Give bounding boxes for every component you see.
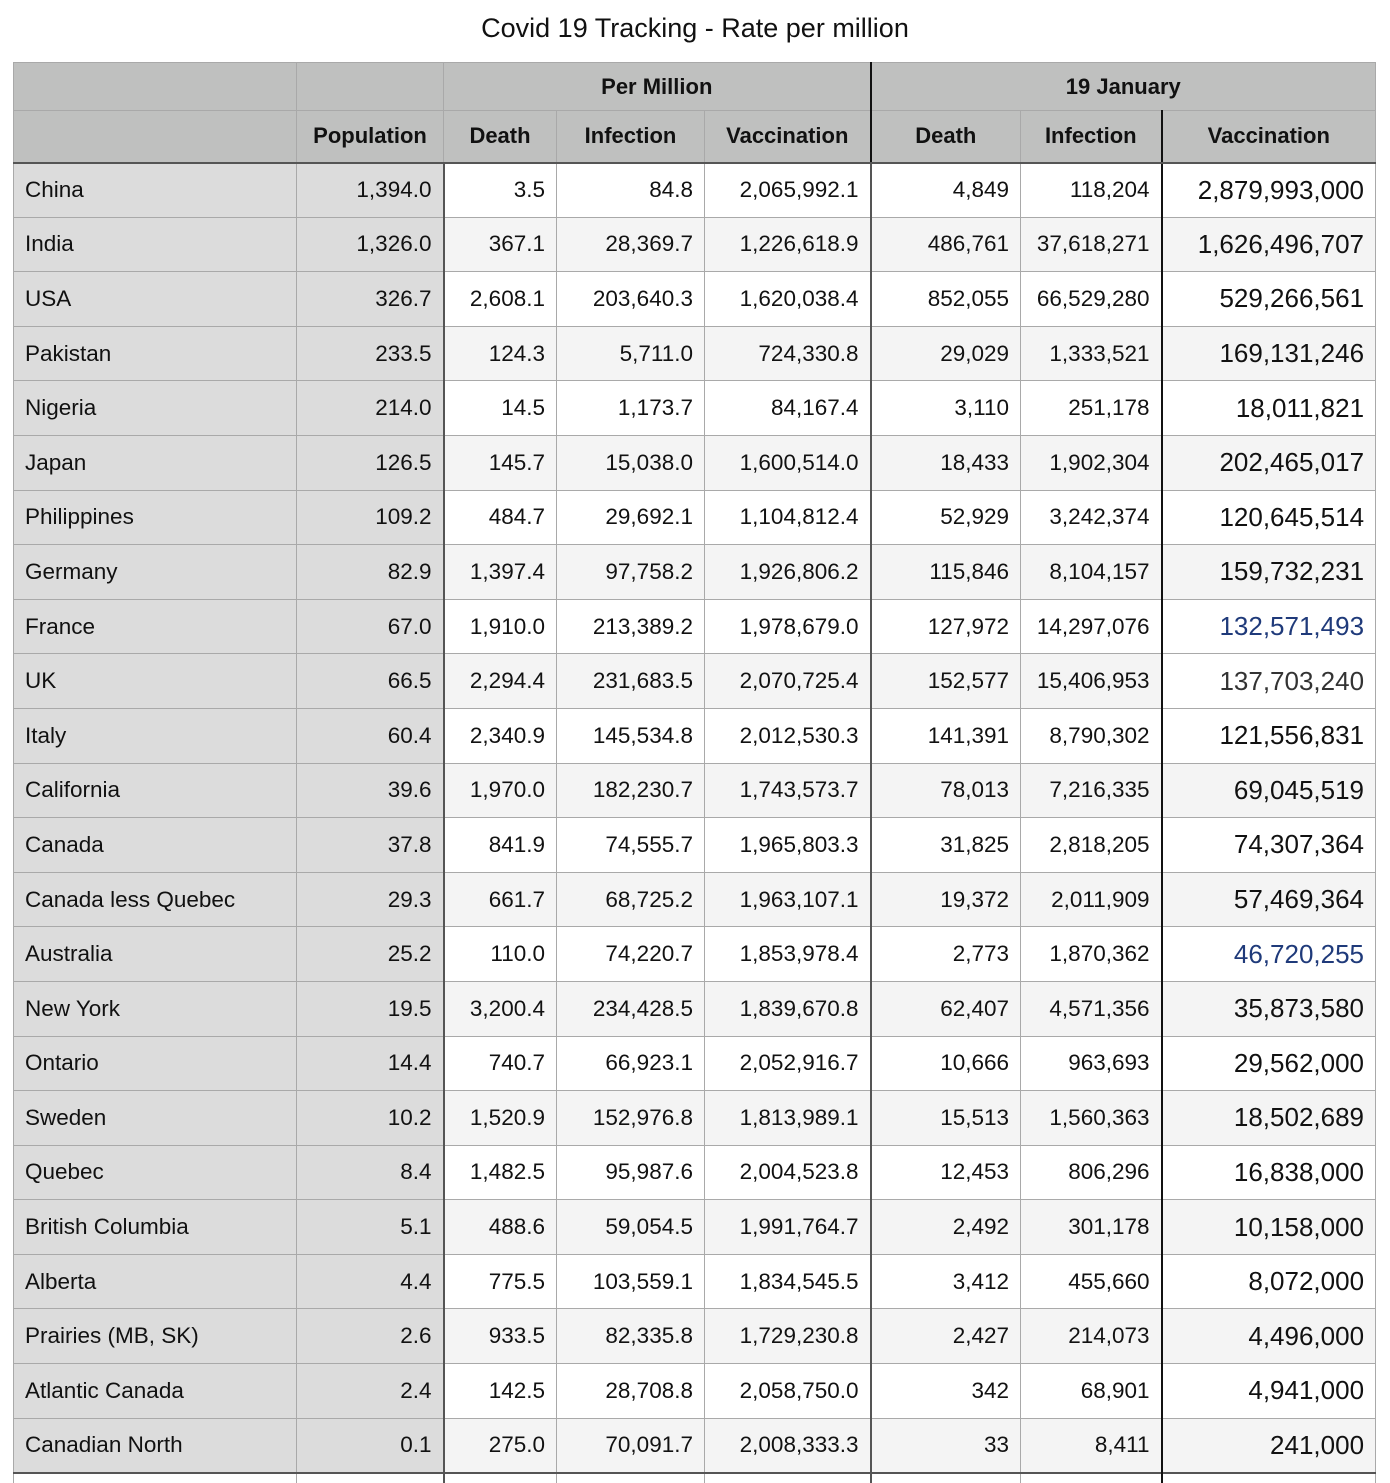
infection-cell[interactable]: 301,178 <box>1021 1200 1162 1255</box>
table-row <box>14 763 1376 818</box>
pm-vaccination-cell[interactable]: 2,070,725.4 <box>705 654 871 709</box>
table-row <box>14 708 1376 763</box>
death-cell[interactable]: 18,433 <box>871 435 1021 490</box>
pm-vaccination-cell[interactable]: 2,065,992.1 <box>705 163 871 218</box>
pm-infection-cell[interactable]: 84.8 <box>557 163 705 218</box>
infection-cell[interactable]: 214,073 <box>1021 1309 1162 1364</box>
infection-cell[interactable]: 8,411 <box>1021 1418 1162 1473</box>
pm-vaccination-cell[interactable]: 1,978,679.0 <box>705 599 871 654</box>
population-cell[interactable]: 326.7 <box>297 272 444 327</box>
population-cell[interactable]: 233.5 <box>297 326 444 381</box>
death-cell[interactable]: 852,055 <box>871 272 1021 327</box>
vaccination-cell[interactable]: 69,045,519 <box>1162 763 1376 818</box>
header-column-row <box>14 111 1376 163</box>
vaccination-cell[interactable]: 10,158,000 <box>1162 1200 1376 1255</box>
pm-vaccination-cell[interactable]: 2,004,523.8 <box>705 1145 871 1200</box>
population-cell[interactable]: 2.6 <box>297 1309 444 1364</box>
pm-vaccination-cell[interactable]: 1,853,978.4 <box>705 927 871 982</box>
pm-vaccination-cell[interactable]: 1,729,230.8 <box>705 1309 871 1364</box>
row-name-cell[interactable]: Quebec <box>14 1145 297 1200</box>
population-cell[interactable]: 1,326.0 <box>297 217 444 272</box>
pm-infection-cell[interactable]: 231,683.5 <box>557 654 705 709</box>
empty-cell[interactable] <box>444 1473 557 1483</box>
pm-death-cell[interactable]: 3.5 <box>444 163 557 218</box>
pm-infection-cell[interactable]: 5,711.0 <box>557 326 705 381</box>
population-cell[interactable]: 82.9 <box>297 545 444 600</box>
empty-cell[interactable] <box>1021 1473 1162 1483</box>
header-19-january[interactable]: 19 January <box>871 63 1376 111</box>
pm-death-cell[interactable]: 1,970.0 <box>444 763 557 818</box>
table-row <box>14 381 1376 436</box>
row-name-cell[interactable]: Nigeria <box>14 381 297 436</box>
pm-vaccination-cell[interactable]: 724,330.8 <box>705 326 871 381</box>
pm-infection-cell[interactable]: 66,923.1 <box>557 1036 705 1091</box>
pm-infection-cell[interactable]: 15,038.0 <box>557 435 705 490</box>
row-name-cell[interactable]: Ontario <box>14 1036 297 1091</box>
population-cell[interactable]: 109.2 <box>297 490 444 545</box>
empty-cell[interactable] <box>297 1473 444 1483</box>
population-cell[interactable]: 14.4 <box>297 1036 444 1091</box>
pm-death-cell[interactable]: 488.6 <box>444 1200 557 1255</box>
death-cell[interactable]: 2,773 <box>871 927 1021 982</box>
pm-infection-cell[interactable]: 1,173.7 <box>557 381 705 436</box>
pm-vaccination-cell[interactable]: 1,839,670.8 <box>705 981 871 1036</box>
pm-death-cell[interactable]: 1,482.5 <box>444 1145 557 1200</box>
death-cell[interactable]: 141,391 <box>871 708 1021 763</box>
pm-death-cell[interactable]: 2,340.9 <box>444 708 557 763</box>
population-cell[interactable]: 66.5 <box>297 654 444 709</box>
row-name-cell[interactable]: Prairies (MB, SK) <box>14 1309 297 1364</box>
empty-cell[interactable] <box>871 1473 1021 1483</box>
pm-infection-cell[interactable]: 97,758.2 <box>557 545 705 600</box>
vaccination-cell[interactable]: 202,465,017 <box>1162 435 1376 490</box>
table-row <box>14 490 1376 545</box>
table-row <box>14 545 1376 600</box>
vaccination-cell[interactable]: 46,720,255 <box>1162 927 1376 982</box>
row-name-cell[interactable]: UK <box>14 654 297 709</box>
infection-cell[interactable]: 66,529,280 <box>1021 272 1162 327</box>
row-name-cell[interactable]: Italy <box>14 708 297 763</box>
pm-death-cell[interactable]: 1,397.4 <box>444 545 557 600</box>
pm-infection-cell[interactable]: 234,428.5 <box>557 981 705 1036</box>
population-cell[interactable]: 25.2 <box>297 927 444 982</box>
infection-cell[interactable]: 1,333,521 <box>1021 326 1162 381</box>
table-row <box>14 599 1376 654</box>
header-death[interactable]: Death <box>871 111 1021 163</box>
death-cell[interactable]: 33 <box>871 1418 1021 1473</box>
pm-infection-cell[interactable]: 74,220.7 <box>557 927 705 982</box>
infection-cell[interactable]: 4,571,356 <box>1021 981 1162 1036</box>
pm-infection-cell[interactable]: 213,389.2 <box>557 599 705 654</box>
pm-vaccination-cell[interactable]: 1,226,618.9 <box>705 217 871 272</box>
pm-vaccination-cell[interactable]: 1,963,107.1 <box>705 872 871 927</box>
row-name-cell[interactable]: Canadian North <box>14 1418 297 1473</box>
pm-death-cell[interactable]: 1,520.9 <box>444 1091 557 1146</box>
vaccination-cell[interactable]: 16,838,000 <box>1162 1145 1376 1200</box>
population-cell[interactable]: 10.2 <box>297 1091 444 1146</box>
pm-vaccination-cell[interactable]: 1,965,803.3 <box>705 818 871 873</box>
population-cell[interactable]: 39.6 <box>297 763 444 818</box>
pm-vaccination-cell[interactable]: 84,167.4 <box>705 381 871 436</box>
infection-cell[interactable]: 1,902,304 <box>1021 435 1162 490</box>
death-cell[interactable]: 29,029 <box>871 326 1021 381</box>
pm-death-cell[interactable]: 661.7 <box>444 872 557 927</box>
row-name-cell[interactable]: Atlantic Canada <box>14 1364 297 1419</box>
row-name-cell[interactable]: Germany <box>14 545 297 600</box>
pm-infection-cell[interactable]: 82,335.8 <box>557 1309 705 1364</box>
infection-cell[interactable]: 251,178 <box>1021 381 1162 436</box>
pm-death-cell[interactable]: 841.9 <box>444 818 557 873</box>
pm-vaccination-cell[interactable]: 1,743,573.7 <box>705 763 871 818</box>
population-cell[interactable]: 67.0 <box>297 599 444 654</box>
row-name-cell[interactable]: China <box>14 163 297 218</box>
population-cell[interactable]: 5.1 <box>297 1200 444 1255</box>
pm-vaccination-cell[interactable]: 1,813,989.1 <box>705 1091 871 1146</box>
header-name[interactable] <box>14 111 297 163</box>
table-row <box>14 654 1376 709</box>
vaccination-cell[interactable]: 1,626,496,707 <box>1162 217 1376 272</box>
row-name-cell[interactable]: USA <box>14 272 297 327</box>
infection-cell[interactable]: 14,297,076 <box>1021 599 1162 654</box>
header-pm-vaccination[interactable]: Vaccination <box>705 111 871 163</box>
death-cell[interactable]: 31,825 <box>871 818 1021 873</box>
header-pm-death[interactable]: Death <box>444 111 557 163</box>
pm-death-cell[interactable]: 2,608.1 <box>444 272 557 327</box>
row-name-cell[interactable]: Japan <box>14 435 297 490</box>
pm-infection-cell[interactable]: 70,091.7 <box>557 1418 705 1473</box>
vaccination-cell[interactable]: 132,571,493 <box>1162 599 1376 654</box>
pm-death-cell[interactable]: 775.5 <box>444 1254 557 1309</box>
death-cell[interactable]: 342 <box>871 1364 1021 1419</box>
pm-vaccination-cell[interactable]: 1,104,812.4 <box>705 490 871 545</box>
header-blank <box>14 63 297 111</box>
vaccination-cell[interactable]: 74,307,364 <box>1162 818 1376 873</box>
pm-infection-cell[interactable]: 103,559.1 <box>557 1254 705 1309</box>
pm-death-cell[interactable]: 2,294.4 <box>444 654 557 709</box>
population-cell[interactable]: 1,394.0 <box>297 163 444 218</box>
table-row <box>14 1145 1376 1200</box>
row-name-cell[interactable]: Canada less Quebec <box>14 872 297 927</box>
pm-infection-cell[interactable]: 74,555.7 <box>557 818 705 873</box>
death-cell[interactable]: 486,761 <box>871 217 1021 272</box>
pm-death-cell[interactable]: 110.0 <box>444 927 557 982</box>
death-cell[interactable]: 19,372 <box>871 872 1021 927</box>
pm-infection-cell[interactable]: 68,725.2 <box>557 872 705 927</box>
pm-infection-cell[interactable]: 29,692.1 <box>557 490 705 545</box>
row-name-cell[interactable]: British Columbia <box>14 1200 297 1255</box>
pm-vaccination-cell[interactable]: 2,008,333.3 <box>705 1418 871 1473</box>
population-cell[interactable]: 0.1 <box>297 1418 444 1473</box>
pm-death-cell[interactable]: 275.0 <box>444 1418 557 1473</box>
death-cell[interactable]: 127,972 <box>871 599 1021 654</box>
population-cell[interactable]: 2.4 <box>297 1364 444 1419</box>
row-name-cell[interactable]: Philippines <box>14 490 297 545</box>
population-cell[interactable]: 29.3 <box>297 872 444 927</box>
pm-death-cell[interactable]: 145.7 <box>444 435 557 490</box>
header-population[interactable]: Population <box>297 111 444 163</box>
pm-vaccination-cell[interactable]: 2,052,916.7 <box>705 1036 871 1091</box>
table-row <box>14 1364 1376 1419</box>
death-cell[interactable]: 78,013 <box>871 763 1021 818</box>
vaccination-cell[interactable]: 120,645,514 <box>1162 490 1376 545</box>
vaccination-cell[interactable]: 4,941,000 <box>1162 1364 1376 1419</box>
table-row <box>14 872 1376 927</box>
pm-death-cell[interactable]: 367.1 <box>444 217 557 272</box>
table-row <box>14 927 1376 982</box>
death-cell[interactable]: 2,427 <box>871 1309 1021 1364</box>
pm-infection-cell[interactable]: 203,640.3 <box>557 272 705 327</box>
infection-cell[interactable]: 1,870,362 <box>1021 927 1162 982</box>
header-infection[interactable]: Infection <box>1021 111 1162 163</box>
population-cell[interactable]: 37.8 <box>297 818 444 873</box>
vaccination-cell[interactable]: 2,879,993,000 <box>1162 163 1376 218</box>
vaccination-cell[interactable]: 121,556,831 <box>1162 708 1376 763</box>
population-cell[interactable]: 214.0 <box>297 381 444 436</box>
vaccination-cell[interactable]: 8,072,000 <box>1162 1254 1376 1309</box>
header-per-million[interactable]: Per Million <box>444 63 871 111</box>
pm-death-cell[interactable]: 484.7 <box>444 490 557 545</box>
death-cell[interactable]: 115,846 <box>871 545 1021 600</box>
table-row <box>14 326 1376 381</box>
pm-infection-cell[interactable]: 152,976.8 <box>557 1091 705 1146</box>
population-cell[interactable]: 8.4 <box>297 1145 444 1200</box>
header-group-row <box>14 63 1376 111</box>
vaccination-cell[interactable]: 169,131,246 <box>1162 326 1376 381</box>
death-cell[interactable]: 2,492 <box>871 1200 1021 1255</box>
infection-cell[interactable]: 15,406,953 <box>1021 654 1162 709</box>
table-row <box>14 818 1376 873</box>
death-cell[interactable]: 4,849 <box>871 163 1021 218</box>
table-row <box>14 435 1376 490</box>
pm-death-cell[interactable]: 14.5 <box>444 381 557 436</box>
infection-cell[interactable]: 455,660 <box>1021 1254 1162 1309</box>
table-row <box>14 1200 1376 1255</box>
pm-vaccination-cell[interactable]: 1,926,806.2 <box>705 545 871 600</box>
pm-vaccination-cell[interactable]: 2,058,750.0 <box>705 1364 871 1419</box>
infection-cell[interactable]: 2,818,205 <box>1021 818 1162 873</box>
empty-cell[interactable] <box>14 1473 297 1483</box>
vaccination-cell[interactable]: 529,266,561 <box>1162 272 1376 327</box>
pm-vaccination-cell[interactable]: 1,600,514.0 <box>705 435 871 490</box>
population-cell[interactable]: 60.4 <box>297 708 444 763</box>
pm-death-cell[interactable]: 142.5 <box>444 1364 557 1419</box>
death-cell[interactable]: 3,110 <box>871 381 1021 436</box>
pm-vaccination-cell[interactable]: 1,620,038.4 <box>705 272 871 327</box>
header-vaccination[interactable]: Vaccination <box>1162 111 1376 163</box>
infection-cell[interactable]: 8,104,157 <box>1021 545 1162 600</box>
pm-infection-cell[interactable]: 28,369.7 <box>557 217 705 272</box>
row-name-cell[interactable]: Sweden <box>14 1091 297 1146</box>
vaccination-cell[interactable]: 241,000 <box>1162 1418 1376 1473</box>
vaccination-cell[interactable]: 57,469,364 <box>1162 872 1376 927</box>
row-name-cell[interactable]: India <box>14 217 297 272</box>
empty-cell[interactable] <box>557 1473 705 1483</box>
infection-cell[interactable]: 806,296 <box>1021 1145 1162 1200</box>
vaccination-cell[interactable]: 35,873,580 <box>1162 981 1376 1036</box>
population-cell[interactable]: 4.4 <box>297 1254 444 1309</box>
death-cell[interactable]: 62,407 <box>871 981 1021 1036</box>
infection-cell[interactable]: 7,216,335 <box>1021 763 1162 818</box>
table-row <box>14 1418 1376 1473</box>
row-name-cell[interactable]: Pakistan <box>14 326 297 381</box>
death-cell[interactable]: 152,577 <box>871 654 1021 709</box>
row-name-cell[interactable]: Canada <box>14 818 297 873</box>
pm-infection-cell[interactable]: 28,708.8 <box>557 1364 705 1419</box>
infection-cell[interactable]: 118,204 <box>1021 163 1162 218</box>
vaccination-cell[interactable]: 137,703,240 <box>1162 654 1376 709</box>
pm-infection-cell[interactable]: 59,054.5 <box>557 1200 705 1255</box>
infection-cell[interactable]: 2,011,909 <box>1021 872 1162 927</box>
pm-vaccination-cell[interactable]: 1,834,545.5 <box>705 1254 871 1309</box>
death-cell[interactable]: 12,453 <box>871 1145 1021 1200</box>
vaccination-cell[interactable]: 4,496,000 <box>1162 1309 1376 1364</box>
row-name-cell[interactable]: New York <box>14 981 297 1036</box>
vaccination-cell[interactable]: 159,732,231 <box>1162 545 1376 600</box>
table-row <box>14 163 1376 218</box>
infection-cell[interactable]: 963,693 <box>1021 1036 1162 1091</box>
population-cell[interactable]: 19.5 <box>297 981 444 1036</box>
infection-cell[interactable]: 8,790,302 <box>1021 708 1162 763</box>
infection-cell[interactable]: 37,618,271 <box>1021 217 1162 272</box>
row-name-cell[interactable]: Australia <box>14 927 297 982</box>
pm-infection-cell[interactable]: 182,230.7 <box>557 763 705 818</box>
table-row <box>14 1309 1376 1364</box>
population-cell[interactable]: 126.5 <box>297 435 444 490</box>
pm-vaccination-cell[interactable]: 1,991,764.7 <box>705 1200 871 1255</box>
death-cell[interactable]: 10,666 <box>871 1036 1021 1091</box>
pm-infection-cell[interactable]: 95,987.6 <box>557 1145 705 1200</box>
empty-row <box>14 1473 1376 1483</box>
vaccination-cell[interactable]: 18,011,821 <box>1162 381 1376 436</box>
infection-cell[interactable]: 3,242,374 <box>1021 490 1162 545</box>
header-blank <box>297 63 444 111</box>
death-cell[interactable]: 52,929 <box>871 490 1021 545</box>
row-name-cell[interactable]: California <box>14 763 297 818</box>
covid-table <box>13 62 1376 1483</box>
infection-cell[interactable]: 1,560,363 <box>1021 1091 1162 1146</box>
header-pm-infection[interactable]: Infection <box>557 111 705 163</box>
row-name-cell[interactable]: France <box>14 599 297 654</box>
pm-death-cell[interactable]: 124.3 <box>444 326 557 381</box>
row-name-cell[interactable]: Alberta <box>14 1254 297 1309</box>
table-row <box>14 1254 1376 1309</box>
death-cell[interactable]: 3,412 <box>871 1254 1021 1309</box>
empty-cell[interactable] <box>1162 1473 1376 1483</box>
table-row <box>14 272 1376 327</box>
death-cell[interactable]: 15,513 <box>871 1091 1021 1146</box>
pm-death-cell[interactable]: 3,200.4 <box>444 981 557 1036</box>
table-row <box>14 1036 1376 1091</box>
vaccination-cell[interactable]: 29,562,000 <box>1162 1036 1376 1091</box>
vaccination-cell[interactable]: 18,502,689 <box>1162 1091 1376 1146</box>
pm-death-cell[interactable]: 740.7 <box>444 1036 557 1091</box>
table-row <box>14 217 1376 272</box>
empty-cell[interactable] <box>705 1473 871 1483</box>
table-row <box>14 1091 1376 1146</box>
pm-vaccination-cell[interactable]: 2,012,530.3 <box>705 708 871 763</box>
sheet-title: Covid 19 Tracking - Rate per million <box>481 13 909 43</box>
pm-infection-cell[interactable]: 145,534.8 <box>557 708 705 763</box>
pm-death-cell[interactable]: 1,910.0 <box>444 599 557 654</box>
pm-death-cell[interactable]: 933.5 <box>444 1309 557 1364</box>
table-row <box>14 981 1376 1036</box>
infection-cell[interactable]: 68,901 <box>1021 1364 1162 1419</box>
